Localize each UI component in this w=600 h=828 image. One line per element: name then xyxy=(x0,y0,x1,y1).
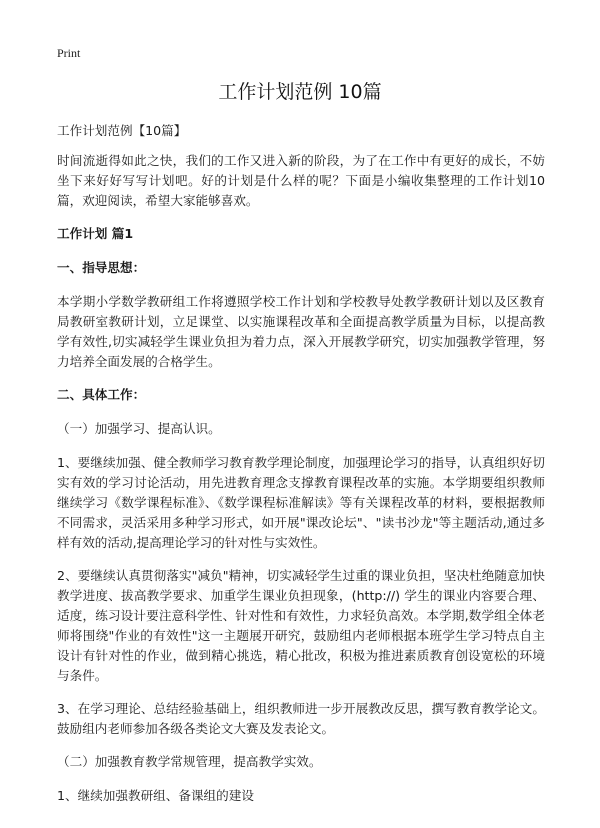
print-link[interactable]: Print xyxy=(57,46,81,60)
document-subtitle: 工作计划范例【10篇】 xyxy=(57,123,187,138)
intro-paragraph: 时间流逝得如此之快，我们的工作又进入新的阶段，为了在工作中有更好的成长，不妨坐下来好好写写计划吧。好的计划是什么样的呢？下面是小编收集整理的工作计划10篇，欢迎阅读，希望大家能够喜欢。 xyxy=(57,153,545,208)
guiding-paragraph: 本学期小学数学教研组工作将遵照学校工作计划和学校教导处教学教研计划以及区教育局教研室教研计划，立足课堂、以实施课程改革和全面提高教学质量为目标，以提高教学有效性,切实减轻学生课业负担为着力点，深入开展教学研究，切实加强教学管理，努力培养全面发展的合格学生。 xyxy=(57,294,545,369)
section-heading-guiding: 一、指导思想： xyxy=(57,260,146,275)
page-title: 工作计划范例 10篇 xyxy=(218,81,382,103)
list-item: 1、继续加强教研组、备课组的建设 xyxy=(57,788,254,803)
subsection-heading-management: （二）加强教育教学常规管理，提高教学实效。 xyxy=(57,754,322,769)
list-item: 1、要继续加强、健全教师学习教育教学理论制度，加强理论学习的指导，认真组织好切实有效的学习讨论活动，用先进教育理念支撑教育课程改革的实施。本学期要组织教师继续学习《数学课程标准》、《数学课程标准解读》等有关课程改革的材料，要根据教师不同需求，灵活采用多种学习形式，如开展"课改论坛"、"读书沙龙"等主题活动,通过多样有效的活动,提高理论学习的针对性与实效性。 xyxy=(57,455,545,550)
section-heading-tasks: 二、具体工作： xyxy=(57,387,146,402)
document-body xyxy=(57,121,545,819)
list-item: 2、要继续认真贯彻落实"减负"精神，切实减轻学生过重的课业负担，坚决杜绝随意加快教学进度、拔高教学要求、加重学生课业负担现象，(http://) 学生的课业内容要合理、适度，练习设计要注意科学性、针对性和有效性，力求轻负高效。本学期,数学组全体老师将围绕"作业的有效性"这一主题展开研究，鼓励组内老师根据本班学生学习特点自主设计有针对性的作业，做到精心挑选，精心批改，积极为推进素质教育创设宽松的环境与条件。 xyxy=(57,568,545,683)
list-item: 3、在学习理论、总结经验基础上，组织教师进一步开展教改反思，撰写教育教学论文。鼓励组内老师参加各级各类论文大赛及发表论文。 xyxy=(57,701,545,736)
part-heading: 工作计划 篇1 xyxy=(57,226,134,241)
subsection-heading-study: （一）加强学习、提高认识。 xyxy=(57,421,221,436)
